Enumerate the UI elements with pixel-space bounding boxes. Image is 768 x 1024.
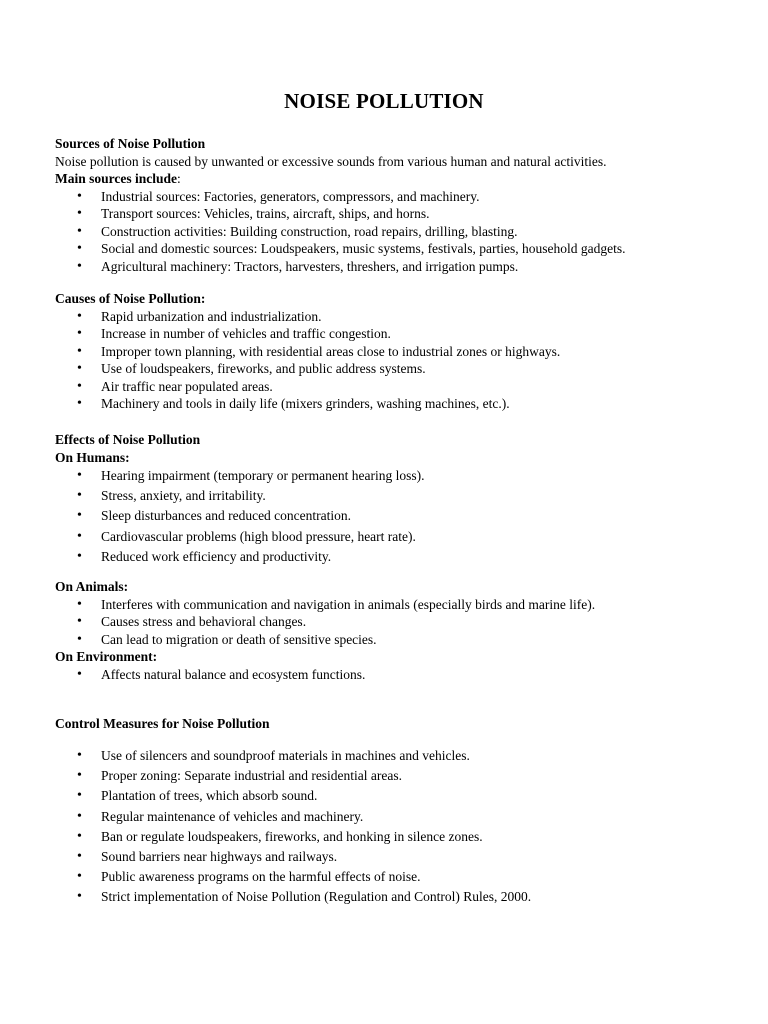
- animals-list: [55, 596, 745, 649]
- list-item: • Strict implementation of Noise Pollution (Regulation and Control) Rules, 2000.: [55, 887, 745, 907]
- list-item: • Rapid urbanization and industrialization.: [55, 308, 745, 326]
- main-sources-label: Main sources include: [55, 171, 178, 186]
- control-list-block: [55, 746, 745, 908]
- list-item: • Reduced work efficiency and productivity.: [55, 547, 745, 567]
- list-item: • Use of loudspeakers, fireworks, and public address systems.: [55, 360, 745, 378]
- list-item: • Hearing impairment (temporary or permanent hearing loss).: [55, 466, 745, 486]
- sources-heading: Sources of Noise Pollution: [55, 136, 206, 151]
- list-item: • Cardiovascular problems (high blood pressure, heart rate).: [55, 527, 745, 547]
- main-sources-colon: :: [177, 171, 181, 186]
- list-item: • Transport sources: Vehicles, trains, aircraft, ships, and horns.: [55, 205, 745, 223]
- list-item: • Plantation of trees, which absorb sound.: [55, 786, 745, 806]
- list-item: • Improper town planning, with residential areas close to industrial zones or highways.: [55, 343, 745, 361]
- list-item: • Proper zoning: Separate industrial and residential areas.: [55, 766, 745, 786]
- section-control: [55, 715, 745, 733]
- list-item: • Machinery and tools in daily life (mixers grinders, washing machines, etc.).: [55, 395, 745, 413]
- list-item: • Air traffic near populated areas.: [55, 378, 745, 396]
- section-causes: [55, 290, 745, 413]
- list-item: • Interferes with communication and navigation in animals (especially birds and marine life).: [55, 596, 745, 614]
- environment-heading: On Environment:: [55, 649, 158, 664]
- environment-list: [55, 666, 745, 684]
- sources-intro: Noise pollution is caused by unwanted or excessive sounds from various human and natural activities.: [55, 153, 607, 169]
- list-item: • Sleep disturbances and reduced concentration.: [55, 506, 745, 526]
- animals-heading: On Animals:: [55, 579, 129, 594]
- list-item: • Sound barriers near highways and railways.: [55, 847, 745, 867]
- list-item: • Can lead to migration or death of sensitive species.: [55, 631, 745, 649]
- list-item: • Public awareness programs on the harmful effects of noise.: [55, 867, 745, 887]
- list-item: • Causes stress and behavioral changes.: [55, 613, 745, 631]
- sources-list: [55, 188, 745, 276]
- list-item: • Industrial sources: Factories, generators, compressors, and machinery.: [55, 188, 745, 206]
- list-item: • Ban or regulate loudspeakers, fireworks, and honking in silence zones.: [55, 827, 745, 847]
- list-item: • Agricultural machinery: Tractors, harvesters, threshers, and irrigation pumps.: [55, 258, 745, 276]
- humans-list: [55, 466, 745, 567]
- list-item: • Social and domestic sources: Loudspeakers, music systems, festivals, parties, household gadgets.: [55, 240, 745, 258]
- humans-heading: On Humans:: [55, 449, 130, 465]
- list-item: • Use of silencers and soundproof materials in machines and vehicles.: [55, 746, 745, 766]
- list-item: • Construction activities: Building construction, road repairs, drilling, blasting.: [55, 223, 745, 241]
- section-effects: [55, 431, 745, 567]
- list-item: • Increase in number of vehicles and traffic congestion.: [55, 325, 745, 343]
- section-sources: [55, 135, 745, 275]
- page-title: NOISE POLLUTION: [284, 89, 484, 113]
- effects-heading: Effects of Noise Pollution: [55, 432, 201, 447]
- list-item: • Stress, anxiety, and irritability.: [55, 486, 745, 506]
- section-animals-environment: [55, 578, 745, 683]
- causes-list: [55, 308, 745, 413]
- control-heading: Control Measures for Noise Pollution: [55, 716, 270, 731]
- list-item: • Regular maintenance of vehicles and machinery.: [55, 807, 745, 827]
- main-sources-label-line: [55, 170, 745, 188]
- causes-heading: Causes of Noise Pollution:: [55, 291, 206, 306]
- control-list: [55, 746, 745, 908]
- list-item: • Affects natural balance and ecosystem functions.: [55, 666, 745, 684]
